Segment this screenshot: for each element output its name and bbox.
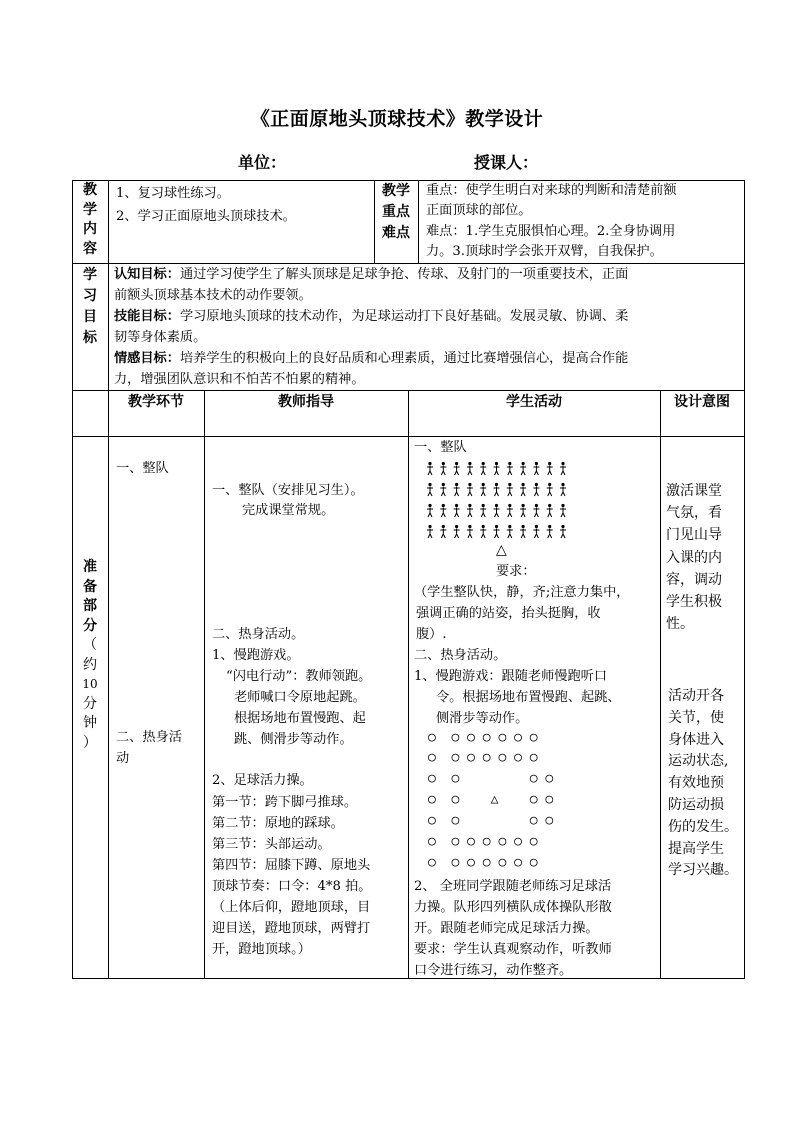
student-figure xyxy=(440,483,446,496)
student-figure xyxy=(533,462,539,475)
student-figure xyxy=(454,483,460,496)
prep-label-char: 钟 xyxy=(83,715,97,731)
student-figure xyxy=(507,483,513,496)
student-figure xyxy=(427,462,433,475)
prep-label-char: 分 xyxy=(83,617,97,634)
key-points-header xyxy=(376,181,416,244)
teacher-warmup-line: 老师喊口令原地起跳。 xyxy=(234,690,366,705)
circle-row: ○ ○ ○ ○ ○ ○ ○ xyxy=(428,750,538,765)
cognitive-label: 认知目标： xyxy=(114,267,180,282)
teacher-lineup-1: 一、整队（安排见习生）。 xyxy=(212,483,364,498)
cognitive-text: 通过学习使学生了解头顶球是足球争抢、传球、及射门的一项重要技术，正面 xyxy=(179,267,629,282)
student-figure xyxy=(427,525,433,538)
col-border xyxy=(660,390,661,979)
student-figure xyxy=(480,525,486,538)
prep-label-char: 10 xyxy=(82,677,98,691)
teacher-exercise-line: 顶球节奏：口令：4*8 拍。 xyxy=(212,879,372,894)
student-figure xyxy=(454,525,460,538)
lineup-formation xyxy=(424,459,584,543)
document-title: 《正面原地头顶球技术》教学设计 xyxy=(250,108,544,130)
header-design-intent: 设计意图 xyxy=(674,394,730,410)
student-figure xyxy=(427,504,433,517)
skill-label: 技能目标： xyxy=(114,309,180,324)
student-figure xyxy=(454,504,460,517)
objectives-header xyxy=(76,265,104,349)
prep-label-char: 约 xyxy=(83,656,97,673)
intent-line: 伤的发生。 xyxy=(668,818,738,835)
student-exercise-line: 力操。队形四列横队成体操队形散 xyxy=(414,900,612,915)
student-figure xyxy=(427,483,433,496)
intent-line: 关节，使 xyxy=(668,709,724,726)
student-lineup-title: 一、整队 xyxy=(414,440,467,455)
objectives-header-char: 目 xyxy=(83,309,97,325)
student-warmup-line: 1、慢跑游戏：跟随老师慢跑听口 xyxy=(414,669,608,684)
intent-line: 气氛，看 xyxy=(666,505,722,522)
key-point-line-2: 正面顶球的部位。 xyxy=(426,203,532,218)
teacher-warmup-line: “闪电行动”：教师领跑。 xyxy=(226,669,372,684)
cognitive-objective xyxy=(114,264,628,286)
intent-lineup xyxy=(666,480,722,635)
intent-warmup xyxy=(668,686,738,882)
student-exercise-line: 2、 全班同学跟随老师练习足球活 xyxy=(414,879,612,894)
student-figure xyxy=(494,504,500,517)
header-student-activity: 学生活动 xyxy=(506,394,562,410)
prep-label-char: 部 xyxy=(83,598,97,614)
student-lineup-req-line: 强调正确的站姿，抬头挺胸，收 xyxy=(416,606,601,621)
content-line-1: 1、复习球性练习。 xyxy=(116,186,230,201)
teacher-warmup-line: 1、慢跑游戏。 xyxy=(212,648,300,663)
cognitive-text-2: 前额头顶球基本技术的动作要领。 xyxy=(114,288,312,303)
teacher-warmup-line: 二、热身活动。 xyxy=(212,627,305,642)
objectives-header-char: 标 xyxy=(83,330,97,346)
intent-line: 激活课堂 xyxy=(666,483,722,499)
objectives-header-char: 习 xyxy=(83,288,97,304)
emotion-text: 培养学生的积极向上的良好品质和心理素质，通过比赛增强信心，提高合作能 xyxy=(179,351,629,366)
student-figure xyxy=(520,462,526,475)
col-border xyxy=(108,263,109,390)
student-figure xyxy=(507,462,513,475)
teacher-exercise-line: 开，蹬地顶球。） xyxy=(212,942,311,957)
prep-section-label xyxy=(74,558,106,753)
student-figure xyxy=(533,483,539,496)
student-figure xyxy=(440,504,446,517)
student-figure xyxy=(467,483,473,496)
student-lineup-req-line: （学生整队快，静，齐;注意力集中， xyxy=(414,585,630,600)
skill-text-2: 韧等身体素质。 xyxy=(114,330,207,345)
student-figure xyxy=(560,504,566,517)
key-points-header-line: 教学 xyxy=(382,183,410,199)
student-figure xyxy=(547,504,553,517)
col-border xyxy=(744,180,745,979)
intent-line: 防运动损 xyxy=(668,796,724,813)
student-figure xyxy=(547,462,553,475)
student-figure xyxy=(520,525,526,538)
student-lineup-req-line: 腹）. xyxy=(416,627,447,642)
student-warmup-line: 侧滑步等动作。 xyxy=(436,711,529,726)
prep-label-char: 分 xyxy=(83,695,97,712)
teacher-exercise-line: 第三节：头部运动。 xyxy=(212,837,331,852)
circle-row: ○ ○ ○ ○ xyxy=(428,771,554,786)
col-border xyxy=(108,390,109,979)
student-figure xyxy=(494,462,500,475)
intent-line: 有效地预 xyxy=(668,775,724,792)
student-figure xyxy=(454,462,460,475)
col-border xyxy=(408,390,409,979)
student-figure xyxy=(520,504,526,517)
content-header-char: 学 xyxy=(83,201,97,218)
header-teaching-step: 教学环节 xyxy=(128,394,184,410)
teacher-label: 授课人： xyxy=(474,153,539,172)
content-header-char: 教 xyxy=(83,182,97,198)
student-figure xyxy=(467,525,473,538)
student-figure xyxy=(467,504,473,517)
student-exercise-line: 要求：学生认真观察动作，听教师 xyxy=(414,942,612,957)
intent-line: 运动状态, xyxy=(668,753,729,770)
col-border xyxy=(72,180,73,979)
teacher-lineup-2: 完成课堂常规。 xyxy=(242,503,335,518)
circle-row: ○ ○ △ ○ ○ xyxy=(428,792,554,807)
content-line-2: 2、学习正面原地头顶球技术。 xyxy=(116,209,296,224)
prep-label-char: 准 xyxy=(83,559,97,575)
emotion-text-2: 力，增强团队意识和不怕苦不怕累的精神。 xyxy=(114,372,365,387)
student-lineup-req-label: 要求： xyxy=(496,564,536,579)
teacher-exercise-line: （上体后仰，蹬地顶球，目 xyxy=(212,900,371,915)
student-figure xyxy=(507,525,513,538)
circle-row: ○ ○ ○ ○ ○ ○ ○ xyxy=(428,730,538,745)
student-figure xyxy=(520,483,526,496)
skill-objective xyxy=(114,306,628,328)
teacher-warmup-line: 根据场地布置慢跑、起 xyxy=(234,711,366,726)
intent-line: 性。 xyxy=(666,616,694,633)
student-figure xyxy=(480,462,486,475)
student-figure xyxy=(560,483,566,496)
intent-line: 入课的内 xyxy=(666,549,722,566)
teacher-exercise-line: 第四节：屈膝下蹲、原地头 xyxy=(212,858,371,873)
student-figure xyxy=(480,483,486,496)
student-figure xyxy=(507,504,513,517)
teacher-warmup-line: 跳、侧滑步等动作。 xyxy=(234,732,353,747)
student-figure xyxy=(480,504,486,517)
unit-label: 单位： xyxy=(238,153,287,172)
student-figure xyxy=(494,525,500,538)
student-warmup-line: 二、热身活动。 xyxy=(414,648,507,663)
teacher-exercise-line: 迎目送，蹬地顶球，两臂打 xyxy=(212,921,371,936)
step-warmup-2: 动 xyxy=(116,751,130,766)
skill-text: 学习原地头顶球的技术动作，为足球运动打下良好基础。发展灵敏、协调、柔 xyxy=(179,309,629,324)
difficulty-line-2: 力。3.顶球时学会张开双臂，自我保护。 xyxy=(426,244,663,259)
circle-row: ○ ○ ○ ○ ○ ○ ○ xyxy=(428,834,538,849)
teacher-exercise-line: 2、足球活力操。 xyxy=(212,773,313,788)
step-lineup: 一、整队 xyxy=(116,461,169,476)
intent-line: 身体进入 xyxy=(668,731,724,748)
header-teacher-guidance: 教师指导 xyxy=(278,394,334,410)
emotion-objective xyxy=(114,348,628,370)
intent-line: 活动开各 xyxy=(668,688,724,704)
col-border xyxy=(108,180,109,263)
student-figure xyxy=(560,525,566,538)
student-exercise-line: 开。跟随老师完成足球活力操。 xyxy=(414,921,599,936)
student-warmup-line: 令。根据场地布置慢跑、起跳、 xyxy=(436,690,621,705)
content-header xyxy=(76,181,104,259)
step-warmup-1: 二、热身活 xyxy=(116,730,182,745)
student-figure xyxy=(440,525,446,538)
intent-line: 学习兴趣。 xyxy=(668,862,738,879)
emotion-label: 情感目标： xyxy=(114,351,180,366)
col-border xyxy=(374,180,375,263)
content-header-char: 容 xyxy=(83,240,97,257)
prep-label-char: ） xyxy=(83,734,97,751)
intent-line: 容，调动 xyxy=(666,571,722,588)
teacher-position-mark: △ xyxy=(496,542,507,558)
student-figure xyxy=(547,525,553,538)
difficulty-line-1: 难点：1.学生克服惧怕心理。2.全身协调用 xyxy=(426,224,676,239)
student-figure xyxy=(494,483,500,496)
col-border xyxy=(418,180,419,263)
student-figure xyxy=(440,462,446,475)
intent-line: 提高学生 xyxy=(668,840,724,857)
objectives-header-char: 学 xyxy=(83,267,97,283)
content-header-char: 内 xyxy=(83,221,97,237)
key-points-header-line: 重点 xyxy=(382,204,410,220)
student-figure xyxy=(467,462,473,475)
teacher-exercise-line: 第一节：跨下脚弓推球。 xyxy=(212,795,358,810)
prep-label-char: 备 xyxy=(83,578,97,595)
teacher-exercise-line: 第二节：原地的踩球。 xyxy=(212,816,344,831)
student-figure xyxy=(560,462,566,475)
student-figure xyxy=(547,483,553,496)
key-point-line-1: 重点：使学生明白对来球的判断和清楚前额 xyxy=(426,183,677,198)
prep-label-char: （ xyxy=(83,637,97,653)
key-points-header-line: 难点 xyxy=(382,225,410,241)
circle-row: ○ ○ ○ ○ ○ ○ ○ xyxy=(428,855,538,870)
intent-line: 学生积极 xyxy=(666,594,722,611)
student-exercise-line: 口令进行练习，动作整齐。 xyxy=(414,963,573,978)
col-border xyxy=(204,390,205,979)
student-figure xyxy=(533,525,539,538)
intent-line: 门见山导 xyxy=(666,527,722,544)
student-figure xyxy=(533,504,539,517)
circle-row: ○ ○ ○ ○ xyxy=(428,813,554,828)
